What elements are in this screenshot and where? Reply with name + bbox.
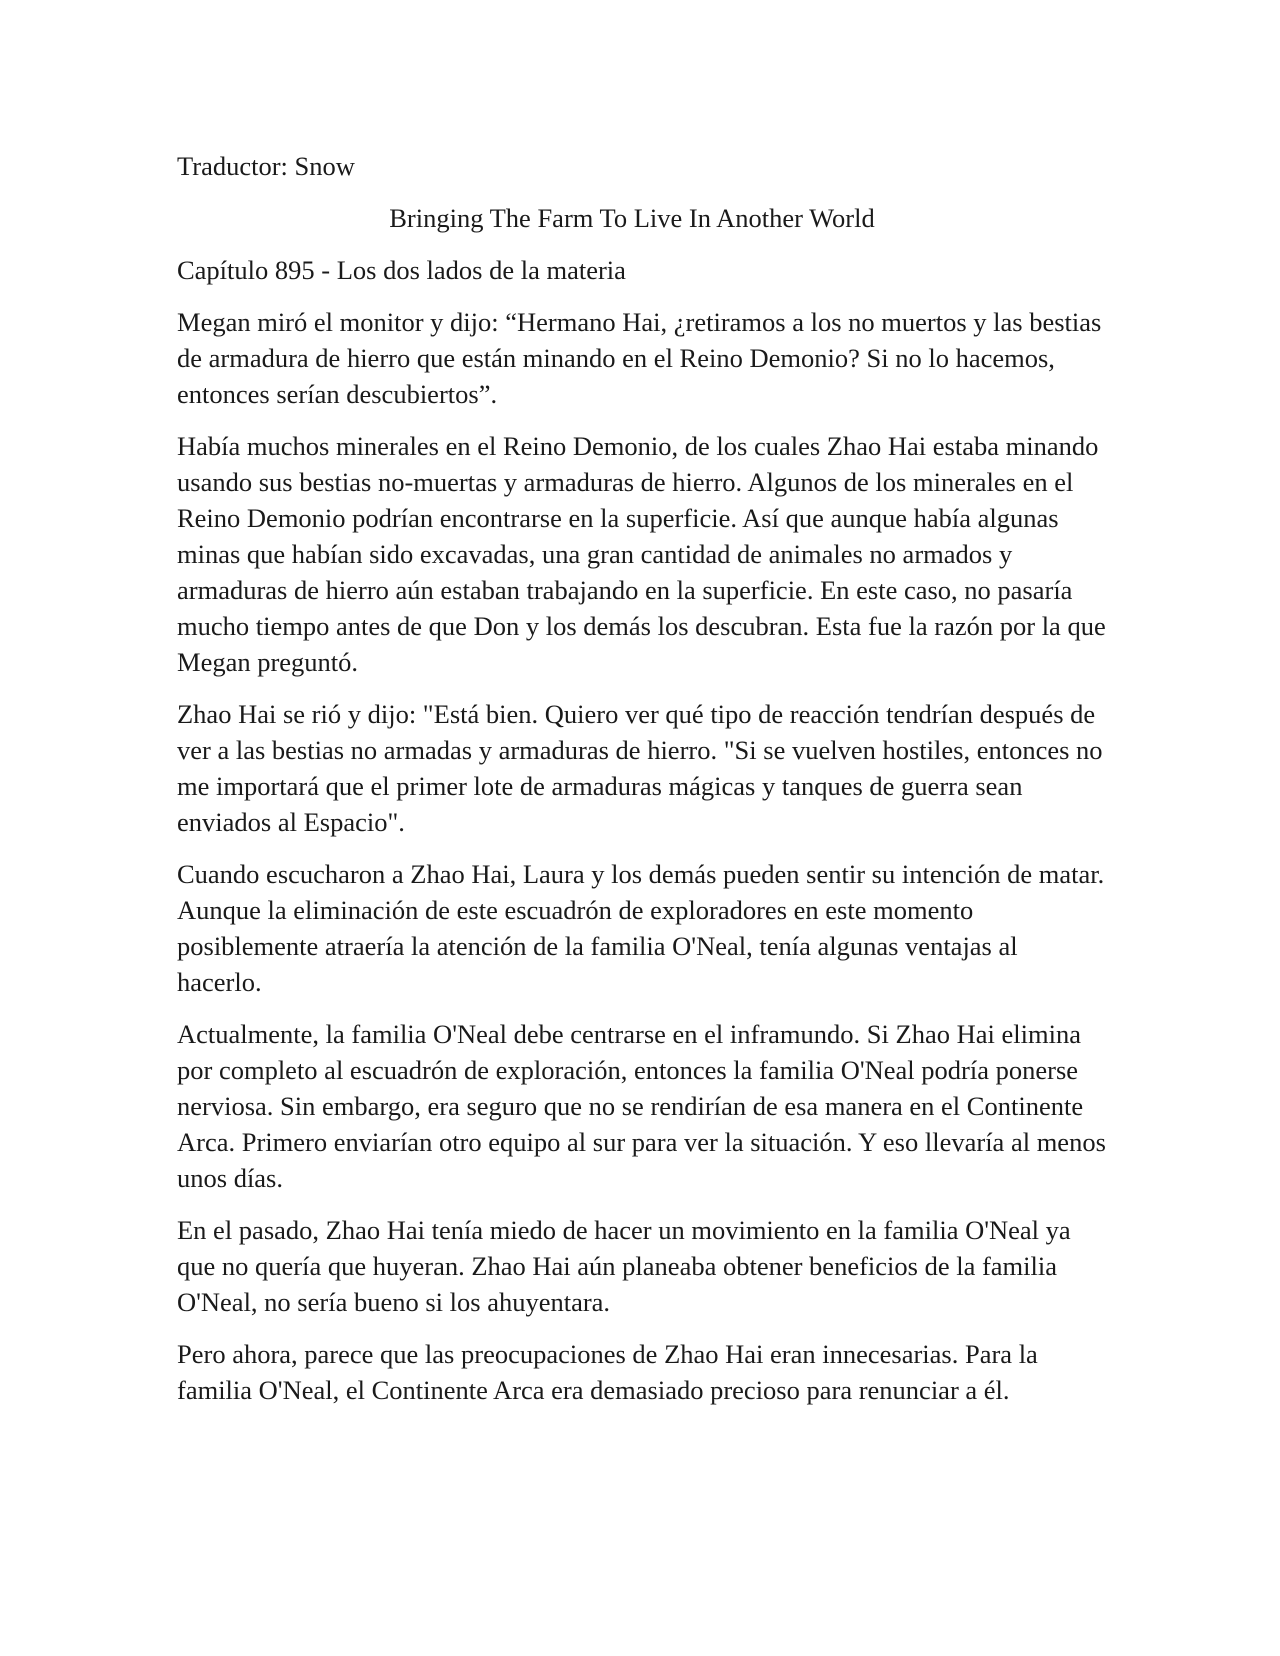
chapter-title: Capítulo 895 - Los dos lados de la materia	[177, 255, 626, 285]
paragraph: Pero ahora, parece que las preocupaciones de Zhao Hai eran innecesarias. Para la familia O'Neal, el Continente Arca era demasiado precioso para renunciar a él.	[177, 1339, 1038, 1405]
paragraph: Cuando escucharon a Zhao Hai, Laura y los demás pueden sentir su intención de matar. Aunque la eliminación de este escuadrón de exploradores en este momento posiblemente atraería la atención de la familia O'Neal, tenía algunas ventajas al hacerlo.	[177, 859, 1105, 997]
paragraph: Actualmente, la familia O'Neal debe centrarse en el inframundo. Si Zhao Hai elimina por completo al escuadrón de exploración, entonces la familia O'Neal podría ponerse nerviosa. Sin embargo, era seguro que no se rendirían de esa manera en el Continente Arca. Primero enviarían otro equipo al sur para ver la situación. Y eso llevaría al menos unos días.	[177, 1019, 1106, 1193]
paragraph: En el pasado, Zhao Hai tenía miedo de hacer un movimiento en la familia O'Neal ya que no quería que huyeran. Zhao Hai aún planeaba obtener beneficios de la familia O'Neal, no sería bueno si los ahuyentara.	[177, 1215, 1071, 1317]
translator-credit: Traductor: Snow	[177, 151, 355, 181]
paragraph: Había muchos minerales en el Reino Demonio, de los cuales Zhao Hai estaba minando usando sus bestias no-muertas y armaduras de hierro. Algunos de los minerales en el Reino Demonio podrían encontrarse en la superficie. Así que aunque había algunas minas que habían sido excavadas, una gran cantidad de animales no armados y armaduras de hierro aún estaban trabajando en la superficie. En este caso, no pasaría mucho tiempo antes de que Don y los demás los descubran. Esta fue la razón por la que Megan preguntó.	[177, 431, 1106, 677]
book-title: Bringing The Farm To Live In Another World	[389, 203, 875, 233]
document-page	[177, 148, 1107, 1424]
paragraph: Zhao Hai se rió y dijo: "Está bien. Quiero ver qué tipo de reacción tendrían después de ver a las bestias no armadas y armaduras de hierro. "Si se vuelven hostiles, entonces no me importará que el primer lote de armaduras mágicas y tanques de guerra sean enviados al Espacio".	[177, 699, 1103, 837]
paragraph: Megan miró el monitor y dijo: “Hermano Hai, ¿retiramos a los no muertos y las bestias de armadura de hierro que están minando en el Reino Demonio? Si no lo hacemos, entonces serían descubiertos”.	[177, 307, 1102, 409]
